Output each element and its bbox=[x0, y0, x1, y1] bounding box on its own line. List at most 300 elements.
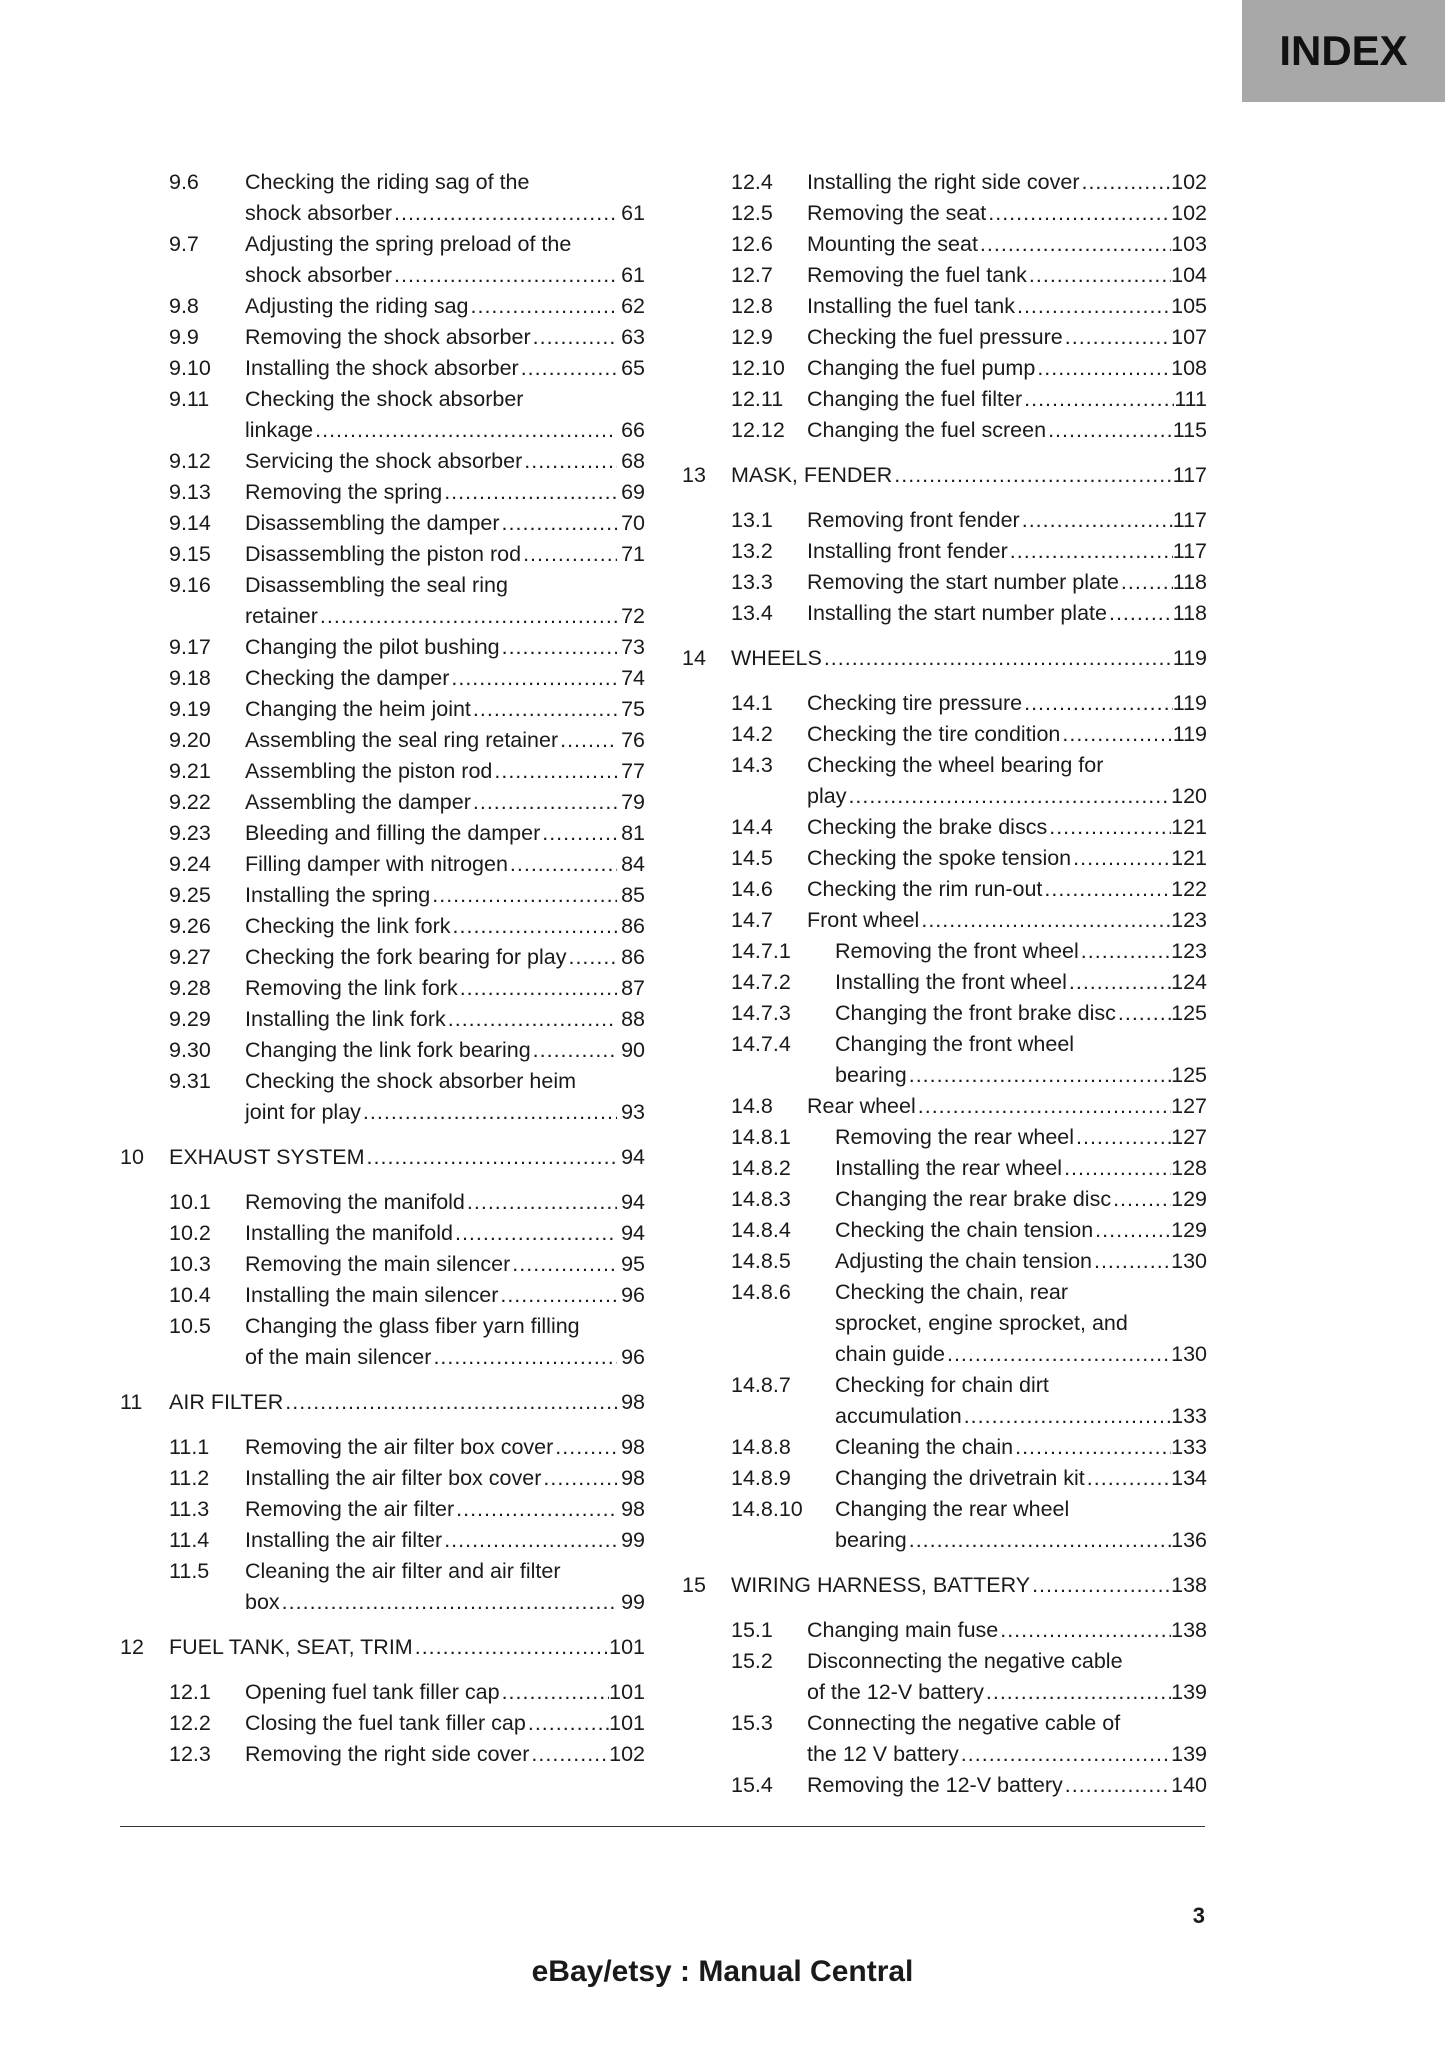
dot-leader bbox=[500, 508, 617, 539]
toc-entry-page: 119 bbox=[1172, 722, 1207, 746]
toc-entry-number: 13.4 bbox=[731, 601, 773, 625]
toc-entry-number: 13.3 bbox=[731, 570, 773, 594]
toc-entry[interactable] bbox=[682, 750, 1207, 812]
dot-leader bbox=[392, 260, 617, 291]
toc-entry-number: 9.18 bbox=[169, 666, 211, 690]
toc-entry[interactable] bbox=[682, 936, 1207, 967]
toc-entry[interactable] bbox=[120, 477, 645, 508]
toc-entry-title: Installing the manifold bbox=[245, 1221, 453, 1245]
dot-leader bbox=[978, 229, 1171, 260]
toc-entry-number: 9.14 bbox=[169, 511, 211, 535]
toc-entry[interactable] bbox=[682, 1463, 1207, 1494]
dot-leader bbox=[471, 787, 617, 818]
dot-leader bbox=[500, 632, 617, 663]
toc-entry-number: 9.28 bbox=[169, 976, 211, 1000]
dot-leader bbox=[442, 477, 617, 508]
toc-entry-page: 61 bbox=[621, 263, 645, 287]
toc-entry-title: bearing bbox=[835, 1063, 907, 1087]
toc-entry[interactable] bbox=[120, 1432, 645, 1463]
toc-entry-title: Changing the fuel pump bbox=[807, 356, 1036, 380]
toc-entry[interactable] bbox=[120, 725, 645, 756]
toc-entry-title-line: Checking the shock absorber bbox=[245, 387, 524, 411]
toc-entry-title: WIRING HARNESS, BATTERY bbox=[731, 1573, 1031, 1597]
dot-leader bbox=[1047, 812, 1171, 843]
dot-leader bbox=[280, 1587, 617, 1618]
dot-leader bbox=[919, 905, 1171, 936]
toc-entry[interactable] bbox=[120, 291, 645, 322]
dot-leader bbox=[540, 818, 617, 849]
toc-entry-title: play bbox=[807, 784, 847, 808]
dot-leader bbox=[1111, 1184, 1171, 1215]
dot-leader bbox=[959, 1739, 1171, 1770]
toc-entry-number: 14.2 bbox=[731, 722, 773, 746]
toc-entry[interactable] bbox=[120, 1218, 645, 1249]
toc-entry-page: 108 bbox=[1171, 356, 1207, 380]
dot-leader bbox=[1093, 1215, 1171, 1246]
toc-entry[interactable] bbox=[682, 812, 1207, 843]
dot-leader bbox=[1008, 536, 1173, 567]
toc-entry-page: 102 bbox=[609, 1742, 645, 1766]
toc-entry-title: Changing the rear brake disc bbox=[835, 1187, 1112, 1211]
toc-entry-number: 14.6 bbox=[731, 877, 773, 901]
toc-entry[interactable] bbox=[682, 198, 1207, 229]
dot-leader bbox=[451, 911, 617, 942]
toc-entry-title: box bbox=[245, 1590, 280, 1614]
toc-entry[interactable] bbox=[682, 1432, 1207, 1463]
toc-entry[interactable] bbox=[682, 1277, 1207, 1370]
dot-leader bbox=[283, 1387, 617, 1418]
dot-leader bbox=[454, 1494, 617, 1525]
toc-entry-title: Changing the fuel screen bbox=[807, 418, 1047, 442]
toc-entry[interactable] bbox=[682, 1215, 1207, 1246]
toc-entry-page: 125 bbox=[1171, 1001, 1207, 1025]
toc-entry-title: Installing the main silencer bbox=[245, 1283, 499, 1307]
toc-entry-title: Servicing the shock absorber bbox=[245, 449, 523, 473]
toc-entry-title: shock absorber bbox=[245, 201, 392, 225]
toc-entry[interactable] bbox=[120, 632, 645, 663]
toc-entry[interactable] bbox=[120, 973, 645, 1004]
toc-entry-title: accumulation bbox=[835, 1404, 962, 1428]
toc-entry[interactable] bbox=[682, 291, 1207, 322]
toc-entry-page: 76 bbox=[621, 728, 645, 752]
toc-entry[interactable] bbox=[682, 1770, 1207, 1801]
dot-leader bbox=[1046, 415, 1173, 446]
toc-entry-page: 72 bbox=[621, 604, 645, 628]
dot-leader bbox=[500, 1677, 610, 1708]
toc-entry-title: FUEL TANK, SEAT, TRIM bbox=[169, 1635, 413, 1659]
index-tab: INDEX bbox=[1242, 0, 1445, 102]
toc-entry[interactable] bbox=[120, 1463, 645, 1494]
dot-leader bbox=[892, 460, 1172, 491]
toc-entry[interactable] bbox=[682, 598, 1207, 629]
toc-entry-page: 138 bbox=[1171, 1573, 1207, 1597]
toc-entry-page: 117 bbox=[1172, 508, 1207, 532]
toc-entry[interactable] bbox=[120, 1739, 645, 1770]
toc-entry-page: 81 bbox=[621, 821, 645, 845]
toc-entry-page: 127 bbox=[1171, 1094, 1207, 1118]
dot-leader bbox=[986, 198, 1171, 229]
toc-entry[interactable] bbox=[120, 1035, 645, 1066]
toc-entry-number: 9.11 bbox=[169, 387, 210, 411]
toc-entry-number: 9.16 bbox=[169, 573, 211, 597]
toc-entry-page: 139 bbox=[1171, 1742, 1207, 1766]
toc-entry[interactable] bbox=[120, 880, 645, 911]
toc-entry-title: Cleaning the chain bbox=[835, 1435, 1014, 1459]
toc-entry-page: 129 bbox=[1171, 1218, 1207, 1242]
toc-entry[interactable] bbox=[682, 1246, 1207, 1277]
toc-entry[interactable] bbox=[120, 787, 645, 818]
toc-entry-number: 13.2 bbox=[731, 539, 773, 563]
toc-entry[interactable] bbox=[120, 353, 645, 384]
toc-entry-title: Removing front fender bbox=[807, 508, 1020, 532]
toc-entry[interactable] bbox=[682, 1494, 1207, 1556]
toc-entry-title: of the 12-V battery bbox=[807, 1680, 984, 1704]
toc-chapter-entry[interactable] bbox=[120, 1142, 645, 1173]
dot-leader bbox=[566, 942, 617, 973]
toc-entry-page: 66 bbox=[621, 418, 645, 442]
toc-entry-title: Removing the manifold bbox=[245, 1190, 465, 1214]
toc-entry[interactable] bbox=[682, 167, 1207, 198]
dot-leader bbox=[1063, 1770, 1171, 1801]
toc-entry-page: 69 bbox=[621, 480, 645, 504]
toc-entry[interactable] bbox=[120, 229, 645, 291]
toc-entry-page: 115 bbox=[1172, 418, 1207, 442]
toc-entry[interactable] bbox=[682, 719, 1207, 750]
toc-entry-number: 10.2 bbox=[169, 1221, 211, 1245]
toc-entry-title-line: Cleaning the air filter and air filter bbox=[245, 1559, 561, 1583]
toc-chapter-entry[interactable] bbox=[120, 1632, 645, 1663]
toc-entry-number: 13 bbox=[682, 463, 706, 487]
toc-entry-page: 90 bbox=[621, 1038, 645, 1062]
toc-entry-number: 14.8.7 bbox=[731, 1373, 791, 1397]
toc-entry[interactable] bbox=[120, 942, 645, 973]
toc-entry[interactable] bbox=[120, 1311, 645, 1373]
toc-entry-page: 107 bbox=[1171, 325, 1207, 349]
toc-entry-title-line: Changing the rear wheel bbox=[835, 1497, 1070, 1521]
toc-entry-page: 122 bbox=[1171, 877, 1207, 901]
toc-entry[interactable] bbox=[682, 567, 1207, 598]
toc-entry-title: Checking the rim run-out bbox=[807, 877, 1043, 901]
toc-entry-number: 11.2 bbox=[169, 1466, 210, 1490]
toc-entry-title: Mounting the seat bbox=[807, 232, 978, 256]
toc-entry-number: 14.8 bbox=[731, 1094, 773, 1118]
toc-entry-page: 138 bbox=[1171, 1618, 1207, 1642]
toc-entry[interactable] bbox=[682, 688, 1207, 719]
toc-entry[interactable] bbox=[120, 446, 645, 477]
dot-leader bbox=[469, 291, 617, 322]
dot-leader bbox=[519, 353, 617, 384]
toc-entry-title: Closing the fuel tank filler cap bbox=[245, 1711, 526, 1735]
dot-leader bbox=[492, 756, 617, 787]
toc-entry[interactable] bbox=[682, 1370, 1207, 1432]
toc-entry-page: 119 bbox=[1172, 691, 1207, 715]
toc-entry-title: chain guide bbox=[835, 1342, 945, 1366]
toc-entry-page: 88 bbox=[621, 1007, 645, 1031]
dot-leader bbox=[822, 643, 1173, 674]
toc-entry[interactable] bbox=[120, 849, 645, 880]
footer-divider bbox=[120, 1826, 1205, 1827]
toc-entry-number: 15.3 bbox=[731, 1711, 773, 1735]
dot-leader bbox=[1060, 719, 1172, 750]
toc-entry-number: 14.8.8 bbox=[731, 1435, 791, 1459]
toc-entry-page: 94 bbox=[621, 1145, 645, 1169]
dot-leader bbox=[1085, 1463, 1171, 1494]
toc-entry-page: 99 bbox=[621, 1590, 645, 1614]
dot-leader bbox=[1092, 1246, 1171, 1277]
dot-leader bbox=[458, 973, 617, 1004]
toc-entry[interactable] bbox=[682, 505, 1207, 536]
toc-entry-number: 9.29 bbox=[169, 1007, 211, 1031]
toc-entry[interactable] bbox=[682, 415, 1207, 446]
toc-entry-title: of the main silencer bbox=[245, 1345, 432, 1369]
toc-entry-page: 61 bbox=[621, 201, 645, 225]
toc-entry-title: Installing the spring bbox=[245, 883, 431, 907]
toc-entry-title: WHEELS bbox=[731, 646, 822, 670]
toc-entry[interactable] bbox=[120, 1525, 645, 1556]
toc-chapter-entry[interactable] bbox=[682, 643, 1207, 674]
toc-entry-page: 111 bbox=[1174, 387, 1207, 411]
toc-entry[interactable] bbox=[682, 1091, 1207, 1122]
toc-entry[interactable] bbox=[682, 874, 1207, 905]
toc-entry-number: 14 bbox=[682, 646, 706, 670]
toc-entry-page: 118 bbox=[1172, 570, 1207, 594]
toc-entry-page: 98 bbox=[621, 1390, 645, 1414]
toc-entry-number: 15.1 bbox=[731, 1618, 773, 1642]
toc-entry[interactable] bbox=[120, 384, 645, 446]
dot-leader bbox=[1022, 688, 1173, 719]
toc-entry-title: linkage bbox=[245, 418, 314, 442]
toc-entry-page: 117 bbox=[1172, 463, 1207, 487]
toc-entry-page: 117 bbox=[1172, 539, 1207, 563]
toc-entry-title: Changing the drivetrain kit bbox=[835, 1466, 1085, 1490]
toc-entry-title: retainer bbox=[245, 604, 318, 628]
toc-entry[interactable] bbox=[682, 229, 1207, 260]
toc-entry-page: 127 bbox=[1171, 1125, 1207, 1149]
toc-entry-title: Removing the shock absorber bbox=[245, 325, 531, 349]
toc-entry[interactable] bbox=[120, 1249, 645, 1280]
dot-leader bbox=[510, 1249, 617, 1280]
toc-entry[interactable] bbox=[682, 353, 1207, 384]
toc-entry-number: 11.4 bbox=[169, 1528, 210, 1552]
toc-entry[interactable] bbox=[682, 905, 1207, 936]
dot-leader bbox=[846, 781, 1171, 812]
toc-entry[interactable] bbox=[120, 1677, 645, 1708]
dot-leader bbox=[1079, 936, 1171, 967]
toc-entry-number: 14.1 bbox=[731, 691, 773, 715]
toc-entry-page: 102 bbox=[1171, 201, 1207, 225]
toc-entry-number: 15 bbox=[682, 1573, 706, 1597]
toc-entry[interactable] bbox=[120, 818, 645, 849]
toc-entry[interactable] bbox=[120, 322, 645, 353]
toc-entry-title: Removing the start number plate bbox=[807, 570, 1119, 594]
toc-entry-page: 71 bbox=[621, 542, 645, 566]
dot-leader bbox=[313, 415, 617, 446]
toc-entry[interactable] bbox=[120, 1066, 645, 1128]
toc-entry-number: 9.22 bbox=[169, 790, 211, 814]
toc-entry-title: Adjusting the chain tension bbox=[835, 1249, 1092, 1273]
toc-entry-number: 12.11 bbox=[731, 387, 784, 411]
toc-entry-title: Changing main fuse bbox=[807, 1618, 999, 1642]
dot-leader bbox=[531, 322, 617, 353]
toc-entry-title: Front wheel bbox=[807, 908, 920, 932]
toc-entry[interactable] bbox=[120, 756, 645, 787]
toc-entry-number: 11.3 bbox=[169, 1497, 210, 1521]
toc-entry[interactable] bbox=[682, 1029, 1207, 1091]
toc-entry[interactable] bbox=[120, 1494, 645, 1525]
toc-entry-page: 130 bbox=[1171, 1249, 1207, 1273]
dot-leader bbox=[365, 1142, 617, 1173]
dot-leader bbox=[962, 1401, 1171, 1432]
toc-entry[interactable] bbox=[682, 322, 1207, 353]
toc-entry-title-line: Checking the chain, rear bbox=[835, 1280, 1069, 1304]
toc-entry-number: 13.1 bbox=[731, 508, 773, 532]
dot-leader bbox=[907, 1060, 1171, 1091]
toc-chapter-entry[interactable] bbox=[682, 460, 1207, 491]
toc-entry-title: Checking the brake discs bbox=[807, 815, 1048, 839]
dot-leader bbox=[471, 694, 617, 725]
toc-entry[interactable] bbox=[682, 260, 1207, 291]
toc-entry-page: 65 bbox=[621, 356, 645, 380]
toc-entry-title: Removing the right side cover bbox=[245, 1742, 530, 1766]
toc-entry-number: 14.7 bbox=[731, 908, 773, 932]
toc-entry-title: Removing the main silencer bbox=[245, 1252, 511, 1276]
dot-leader bbox=[1074, 1122, 1171, 1153]
toc-entry-number: 14.8.10 bbox=[731, 1497, 803, 1521]
toc-entry-title-line: Checking the riding sag of the bbox=[245, 170, 530, 194]
toc-entry-page: 101 bbox=[609, 1680, 645, 1704]
dot-leader bbox=[526, 1708, 609, 1739]
toc-entry-title-line: Checking the shock absorber heim bbox=[245, 1069, 577, 1093]
toc-entry[interactable] bbox=[120, 663, 645, 694]
toc-entry[interactable] bbox=[120, 167, 645, 229]
toc-entry-title: Installing the shock absorber bbox=[245, 356, 519, 380]
dot-leader bbox=[453, 1218, 617, 1249]
toc-entry-number: 9.31 bbox=[169, 1069, 211, 1093]
toc-entry-title: Changing the heim joint bbox=[245, 697, 471, 721]
dot-leader bbox=[1042, 874, 1171, 905]
toc-entry-title: Checking the fork bearing for play bbox=[245, 945, 567, 969]
toc-entry-page: 96 bbox=[621, 1283, 645, 1307]
toc-entry-page: 130 bbox=[1171, 1342, 1207, 1366]
toc-entry-title: Checking the link fork bbox=[245, 914, 451, 938]
toc-entry-page: 103 bbox=[1171, 232, 1207, 256]
toc-entry[interactable] bbox=[120, 539, 645, 570]
toc-entry-number: 9.17 bbox=[169, 635, 211, 659]
toc-entry-title: Rear wheel bbox=[807, 1094, 916, 1118]
dot-leader bbox=[508, 849, 617, 880]
toc-entry-page: 79 bbox=[621, 790, 645, 814]
toc-entry-number: 10.3 bbox=[169, 1252, 211, 1276]
toc-entry[interactable] bbox=[120, 911, 645, 942]
toc-chapter-entry[interactable] bbox=[682, 1570, 1207, 1601]
toc-entry-page: 139 bbox=[1171, 1680, 1207, 1704]
toc-entry[interactable] bbox=[682, 1708, 1207, 1770]
toc-entry-page: 73 bbox=[621, 635, 645, 659]
toc-entry-title: Changing the pilot bushing bbox=[245, 635, 500, 659]
dot-leader bbox=[1062, 1153, 1171, 1184]
toc-entry[interactable] bbox=[682, 1184, 1207, 1215]
toc-entry-number: 11.5 bbox=[169, 1559, 210, 1583]
toc-entry-title: AIR FILTER bbox=[169, 1390, 284, 1414]
dot-leader bbox=[431, 1342, 617, 1373]
toc-entry-number: 14.7.1 bbox=[731, 939, 791, 963]
dot-leader bbox=[446, 1004, 617, 1035]
toc-entry-number: 9.26 bbox=[169, 914, 211, 938]
dot-leader bbox=[1015, 291, 1171, 322]
dot-leader bbox=[1079, 167, 1171, 198]
toc-entry-page: 86 bbox=[621, 945, 645, 969]
toc-entry[interactable] bbox=[682, 536, 1207, 567]
toc-entry-number: 11.1 bbox=[169, 1435, 210, 1459]
toc-entry-number: 14.8.5 bbox=[731, 1249, 791, 1273]
toc-entry[interactable] bbox=[120, 1708, 645, 1739]
toc-entry[interactable] bbox=[120, 694, 645, 725]
dot-leader bbox=[1107, 598, 1173, 629]
toc-entry[interactable] bbox=[120, 1556, 645, 1618]
toc-entry-page: 125 bbox=[1171, 1063, 1207, 1087]
toc-entry-title: Installing the air filter box cover bbox=[245, 1466, 542, 1490]
toc-entry-page: 98 bbox=[621, 1435, 645, 1459]
toc-entry[interactable] bbox=[120, 1187, 645, 1218]
dot-leader bbox=[361, 1097, 617, 1128]
toc-entry-title: Checking the fuel pressure bbox=[807, 325, 1063, 349]
toc-entry-number: 14.7.4 bbox=[731, 1032, 791, 1056]
toc-entry-number: 12.2 bbox=[169, 1711, 211, 1735]
toc-entry-title: Removing the front wheel bbox=[835, 939, 1079, 963]
dot-leader bbox=[907, 1525, 1171, 1556]
toc-entry-title-line: Disconnecting the negative cable bbox=[807, 1649, 1123, 1673]
toc-entry[interactable] bbox=[682, 998, 1207, 1029]
toc-entry[interactable] bbox=[682, 843, 1207, 874]
dot-leader bbox=[541, 1463, 617, 1494]
dot-leader bbox=[442, 1525, 617, 1556]
toc-entry-page: 105 bbox=[1171, 294, 1207, 318]
toc-entry-title-line: Connecting the negative cable of bbox=[807, 1711, 1121, 1735]
toc-entry[interactable] bbox=[682, 967, 1207, 998]
toc-entry-title: Installing the air filter bbox=[245, 1528, 443, 1552]
toc-entry-number: 14.7.2 bbox=[731, 970, 791, 994]
toc-entry-number: 9.30 bbox=[169, 1038, 211, 1062]
toc-entry-title: Removing the spring bbox=[245, 480, 443, 504]
toc-entry-page: 101 bbox=[609, 1635, 645, 1659]
toc-entry-page: 121 bbox=[1171, 846, 1207, 870]
toc-entry-title: Removing the seat bbox=[807, 201, 987, 225]
toc-entry-number: 12.8 bbox=[731, 294, 773, 318]
toc-entry[interactable] bbox=[682, 384, 1207, 415]
toc-entry-title: Checking the tire condition bbox=[807, 722, 1061, 746]
toc-entry-number: 9.9 bbox=[169, 325, 199, 349]
toc-entry-title-line: Changing the front wheel bbox=[835, 1032, 1075, 1056]
toc-entry[interactable] bbox=[682, 1615, 1207, 1646]
toc-entry-number: 9.20 bbox=[169, 728, 211, 752]
toc-chapter-entry[interactable] bbox=[120, 1387, 645, 1418]
toc-entry[interactable] bbox=[682, 1646, 1207, 1708]
toc-entry[interactable] bbox=[682, 1153, 1207, 1184]
toc-entry-title-line: Disassembling the seal ring bbox=[245, 573, 508, 597]
toc-entry-page: 68 bbox=[621, 449, 645, 473]
toc-entry-title: Changing the link fork bearing bbox=[245, 1038, 531, 1062]
dot-leader bbox=[531, 1035, 617, 1066]
toc-entry[interactable] bbox=[120, 1004, 645, 1035]
toc-entry[interactable] bbox=[120, 570, 645, 632]
toc-entry[interactable] bbox=[682, 1122, 1207, 1153]
toc-entry-title: EXHAUST SYSTEM bbox=[169, 1145, 365, 1169]
toc-entry-title: Filling damper with nitrogen bbox=[245, 852, 508, 876]
dot-leader bbox=[498, 1280, 617, 1311]
toc-entry[interactable] bbox=[120, 508, 645, 539]
dot-leader bbox=[1013, 1432, 1171, 1463]
toc-entry[interactable] bbox=[120, 1280, 645, 1311]
